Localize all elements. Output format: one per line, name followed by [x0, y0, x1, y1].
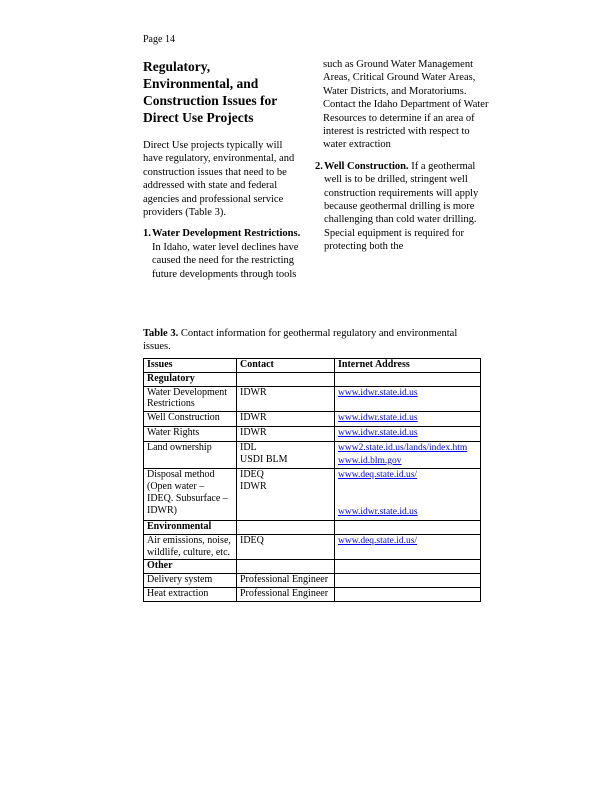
link-line [338, 427, 477, 440]
contact-cell: IDWR [237, 386, 335, 412]
internet-cell [335, 587, 481, 601]
right-column [315, 58, 489, 281]
issue-cell: Land ownership [144, 441, 237, 469]
internet-cell [335, 441, 481, 469]
header-contact: Contact [237, 359, 335, 373]
table-row-delivery-system [144, 574, 481, 588]
link-idl-lands[interactable]: www2.state.id.us/lands/index.htm [338, 442, 468, 453]
contact-cell: IDWR [237, 412, 335, 427]
contact-table [143, 358, 481, 602]
section-row-regulatory [144, 372, 481, 386]
header-internet-address: Internet Address [335, 359, 481, 373]
link-idwr[interactable]: www.idwr.state.id.us [338, 413, 418, 424]
internet-cell [335, 412, 481, 427]
internet-cell [335, 574, 481, 588]
empty-cell [237, 372, 335, 386]
table-row-water-rights [144, 426, 481, 441]
table-row-well-construction [144, 412, 481, 427]
contact-line: IDL [240, 441, 257, 453]
issue-cell: Disposal method (Open water – IDEQ. Subsurface – IDWR) [144, 469, 237, 521]
empty-cell [335, 560, 481, 574]
list-item-1-body: In Idaho, water level declines have caused the need for the restricting future developments through tools [152, 241, 299, 280]
link-line [338, 535, 477, 548]
list-item-1-lead: Water Development Restrictions. [152, 228, 301, 240]
link-line [338, 387, 477, 400]
left-column [143, 58, 301, 281]
empty-cell [335, 520, 481, 534]
issue-cell: Water Development Restrictions [144, 386, 237, 412]
link-line [338, 442, 477, 455]
list-item-1 [143, 227, 301, 281]
contact-line: IDWR [240, 481, 267, 493]
contact-line: USDI BLM [240, 453, 288, 465]
link-deq[interactable]: www.deq.state.id.us/ [338, 535, 418, 546]
article-title: Regulatory, Environmental, and Construction Issues for Direct Use Projects [143, 59, 278, 125]
link-idwr[interactable]: www.idwr.state.id.us [338, 387, 418, 398]
list-item-1-text [152, 227, 301, 281]
section-label: Environmental [144, 520, 237, 534]
contact-line: IDEQ [240, 469, 264, 481]
list-item-2-number: 2. [315, 160, 323, 172]
table-section [143, 328, 483, 602]
section-row-environmental [144, 520, 481, 534]
table-head [144, 359, 481, 373]
link-idwr[interactable]: www.idwr.state.id.us [338, 427, 418, 438]
issue-cell: Delivery system [144, 574, 237, 588]
section-label: Other [144, 560, 237, 574]
internet-cell [335, 386, 481, 412]
empty-cell [237, 520, 335, 534]
table-row-water-development [144, 386, 481, 412]
list-item-2-body: If a geothermal well is to be drilled, stringent well construction requirements will apply because geothermal drilling is more challenging than cold water drilling. Special equipment is required for protecting both the [324, 160, 479, 253]
table-body [144, 372, 481, 601]
empty-cell [335, 372, 481, 386]
table-row-air-emissions [144, 534, 481, 560]
table-row-heat-extraction [144, 587, 481, 601]
table-caption-text: Contact information for geothermal regulatory and environmental issues. [143, 328, 458, 352]
contact-cell [237, 441, 335, 469]
link-line [338, 469, 477, 482]
table-row-disposal-method [144, 469, 481, 521]
list-item-2-text [324, 160, 489, 254]
contact-cell [237, 469, 335, 521]
link-idwr[interactable]: www.idwr.state.id.us [338, 507, 418, 518]
page-number: Page 14 [143, 34, 175, 45]
table-header-row [144, 359, 481, 373]
issue-cell: Heat extraction [144, 587, 237, 601]
contact-cell: IDWR [237, 426, 335, 441]
contact-cell: Professional Engineer [237, 587, 335, 601]
link-blm[interactable]: www.id.blm.gov [338, 455, 402, 466]
contact-cell: IDEQ [237, 534, 335, 560]
internet-cell [335, 469, 481, 521]
link-deq[interactable]: www.deq.state.id.us/ [338, 470, 418, 481]
intro-paragraph: Direct Use projects typically will have regulatory, environmental, and construction issues that need to be addressed with state and federal agencies and professional service providers (Table 3). [143, 140, 295, 219]
section-row-other [144, 560, 481, 574]
list-item-2 [315, 160, 489, 254]
article-columns [143, 58, 489, 281]
internet-cell [335, 534, 481, 560]
issue-cell: Air emissions, noise, wildlife, culture, etc. [144, 534, 237, 560]
table-caption [143, 328, 483, 353]
internet-cell [335, 426, 481, 441]
list-item-2-lead: Well Construction. [324, 160, 409, 172]
continuation-paragraph: such as Ground Water Management Areas, Critical Ground Water Areas, Water Districts, and Moratoriums. Contact the Idaho Department of Water Resources to determine if an area of interest is restricted with respect to water extraction [323, 59, 489, 151]
contact-cell: Professional Engineer [237, 574, 335, 588]
empty-cell [237, 560, 335, 574]
link-line [338, 412, 477, 425]
link-line [338, 455, 477, 468]
section-label: Regulatory [144, 372, 237, 386]
list-item-1-number: 1. [143, 228, 151, 240]
link-line [338, 506, 477, 519]
header-issues: Issues [144, 359, 237, 373]
table-row-land-ownership [144, 441, 481, 469]
issue-cell: Water Rights [144, 426, 237, 441]
table-caption-label: Table 3. [143, 328, 179, 339]
issue-cell: Well Construction [144, 412, 237, 427]
